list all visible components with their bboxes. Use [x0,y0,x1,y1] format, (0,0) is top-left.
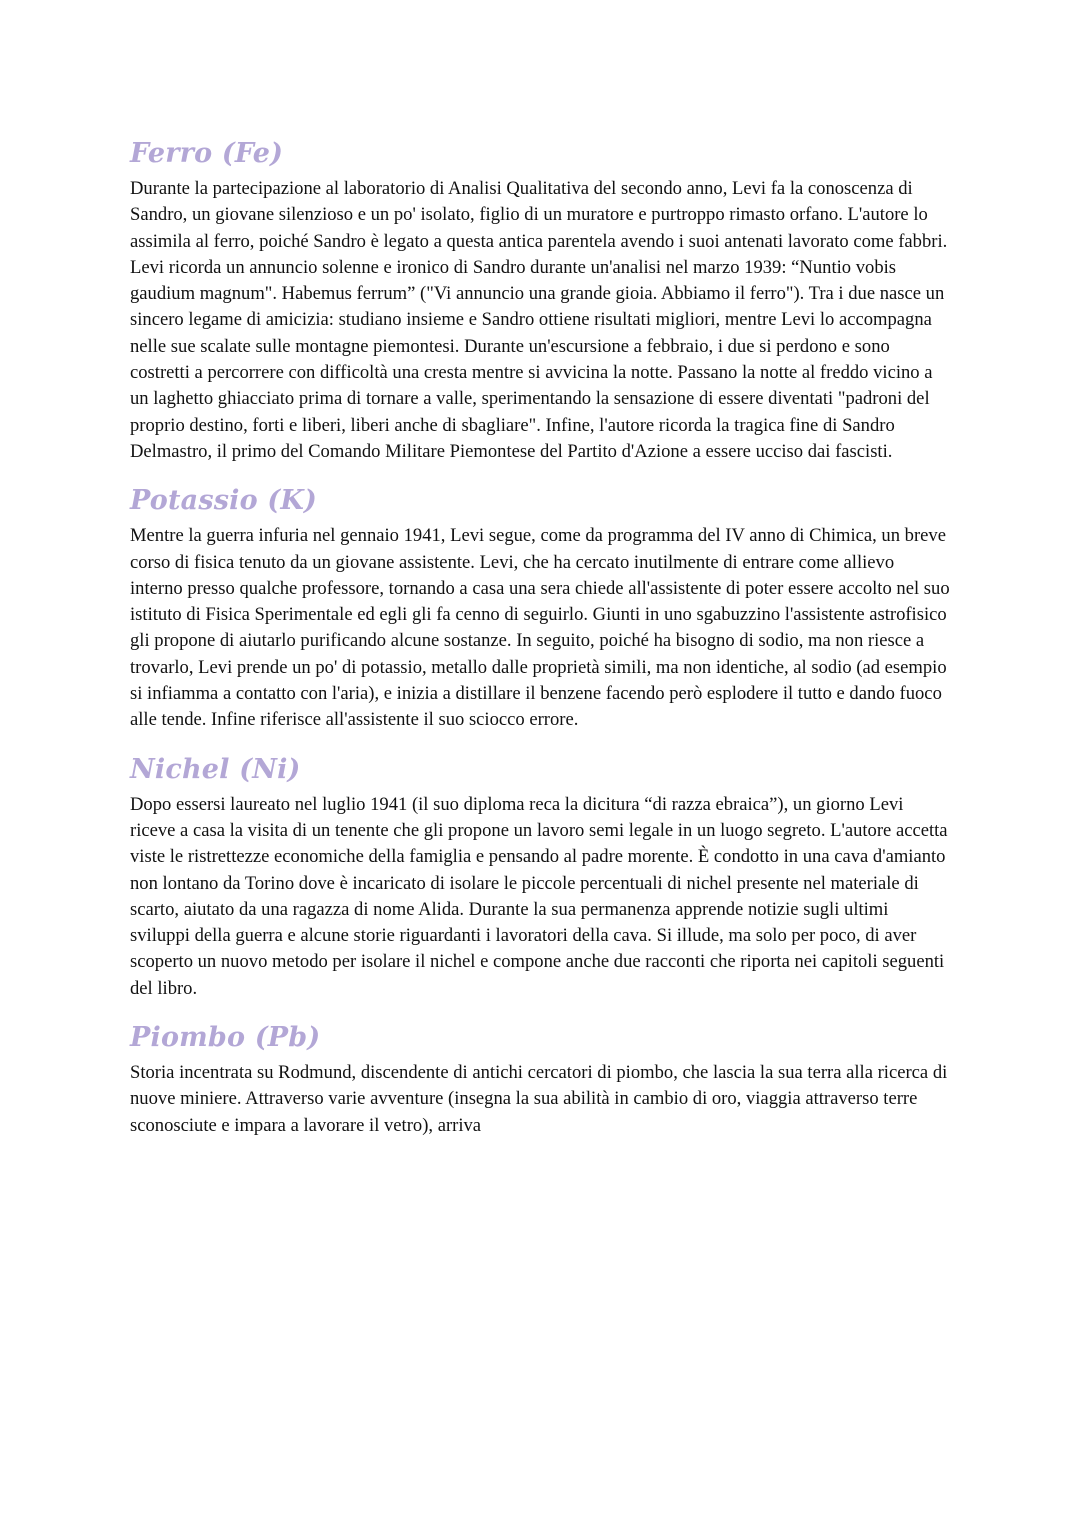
section-paragraph: Storia incentrata su Rodmund, discendente di antichi cercatori di piombo, che lascia la sua terra alla ricerca di nuove miniere. Attraverso varie avventure (insegna la sua abilità in cambio di oro, viaggia attraverso terre sconosciute e impara a lavorare il vetro), arriva [130,1062,948,1136]
section-paragraph: Dopo essersi laureato nel luglio 1941 (il suo diploma reca la dicitura “di razza ebraica”), un giorno Levi riceve a casa la visita di un tenente che gli propone un lavoro semi legale in un luogo segreto. L'autore accetta viste le ristrettezze economiche della famiglia e pensando al padre morente. È condotto in una cava d'amianto non lontano da Torino dove è incaricato di isolare le piccole percentuali di nichel presente nel materiale di scarto, aiutato da una ragazza di nome Alida. Durante la sua permanenza apprende notizie sugli ultimi sviluppi della guerra e alcune storie riguardanti i lavoratori della cava. Si illude, ma solo per poco, di aver scoperto un nuovo metodo per isolare il nichel e compone anche due racconti che riporta nei capitoli seguenti del libro. [130,793,948,999]
section-title: Ferro (Fe) [130,138,284,169]
section-ferro [130,136,950,465]
section-piombo [130,1020,950,1139]
section-title: Potassio (K) [130,485,318,517]
section-title: Piombo (Pb) [130,1022,321,1054]
section-paragraph: Durante la partecipazione al laboratorio di Analisi Qualitativa del secondo anno, Levi fa la conoscenza di Sandro, un giovane silenzioso e un po' isolato, figlio di un muratore e purtroppo rimasto orfano. L'autore lo assimila al ferro, poiché Sandro è legato a questa antica parentela avendo i suoi antenati lavorato come fabbri. Levi ricorda un annuncio solenne e ironico di Sandro durante un'analisi nel marzo 1939: “Nuntio vobis gaudium magnum". Habemus ferrum” ("Vi annuncio una grande gioia. Abbiamo il ferro"). Tra i due nasce un sincero legame di amicizia: studiano insieme e Sandro ottiene risultati migliori, mentre Levi lo accompagna nelle sue scalate sulle montagne piemontesi. Durante un'escursione a febbraio, i due si perdono e sono costretti a percorrere con difficoltà una cresta mentre si avvicina la notte. Passano la notte al freddo vicino a un laghetto ghiacciato prima di tornare a valle, sperimentando la sensazione di essere diventati "padroni del proprio destino, forti e liberi, liberi anche di sbagliare". Infine, l'autore ricorda la tragica fine di Sandro Delmastro, il primo del Comando Militare Piemontese del Partito d'Azione a essere ucciso dai fascisti. [130,178,948,462]
section-potassio [130,483,950,733]
section-paragraph: Mentre la guerra infuria nel gennaio 1941, Levi segue, come da programma del IV anno di Chimica, un breve corso di fisica tenuto da un giovane assistente. Levi, che ha cercato inutilmente di entrare come allievo interno presso qualche professore, tornando a casa una sera chiede all'assistente di poter essere accolto nel suo istituto di Fisica Sperimentale ed egli gli fa cenno di seguirlo. Giunti in uno sgabuzzino l'assistente astrofisico gli propone di aiutarlo purificando alcune sostanze. In seguito, poiché ha bisogno di sodio, ma non riesce a trovarlo, Levi prende un po' di potassio, metallo dalle proprietà simili, ma non identiche, al sodio (ad esempio si infiamma a contatto con l'aria), e inizia a distillare il benzene facendo però esplodere il tutto e dando fuoco alle tende. Infine riferisce all'assistente il suo sciocco errore. [130,525,950,731]
document-page [130,136,950,1139]
section-nichel [130,752,950,1002]
section-title: Nichel (Ni) [130,753,301,785]
